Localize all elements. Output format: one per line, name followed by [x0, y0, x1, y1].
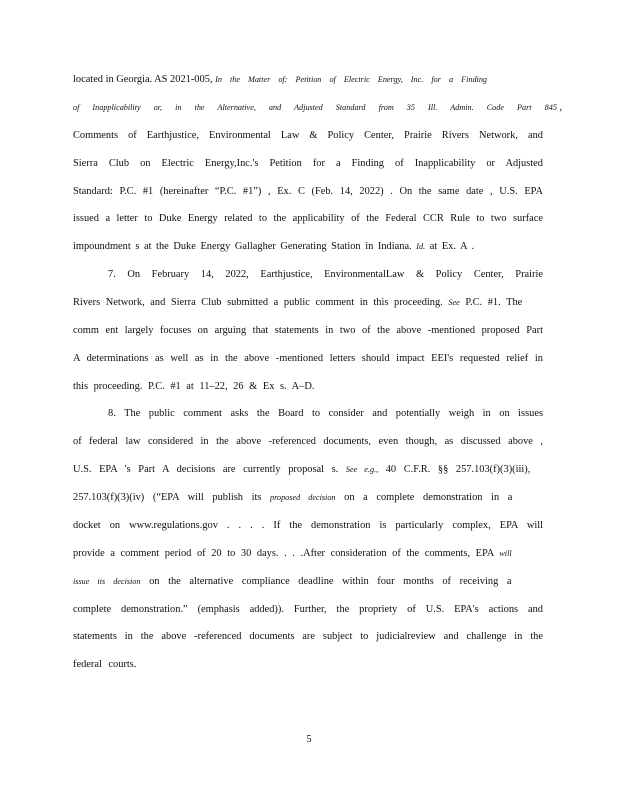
text-line: docket on www.regulations.gov . . . . If the demonstration is particularly complex, EPA will: [73, 520, 543, 531]
text-span: ,: [556, 102, 563, 113]
case-title-italic: of Inapplicability or, in the Alternative, and Adjusted Standard from 35 Ill. Admin. Code Part 845: [73, 103, 557, 112]
text-line: [73, 547, 543, 561]
text-span: at Ex. A .: [425, 241, 475, 252]
text-span: Rivers Network, and Sierra Club submitted a public comment in this proceeding.: [73, 297, 449, 308]
case-title-italic: In the Matter of: Petition of Electric Energy, Inc. for a Finding: [215, 75, 488, 84]
text-span: P.C. #1. The: [459, 297, 523, 308]
text-line: statements in the above -referenced documents are subject to judicialreview and challenge in the: [73, 631, 543, 642]
emphasis-italic: will: [499, 549, 512, 558]
text-span: 40 C.F.R. §§ 257.103(f)(3)(iii),: [378, 464, 531, 475]
text-span: impoundment s at the Duke Energy Gallagher Generating Station in Indiana.: [73, 241, 417, 252]
see-eg-signal-italic: See e.g.,: [345, 465, 379, 474]
text-line: this proceeding. P.C. #1 at 11–22, 26 & Ex s. A–D.: [73, 381, 315, 392]
text-span: 257.103(f)(3)(iv) (“EPA will publish its: [73, 492, 271, 503]
page-number: 5: [306, 734, 312, 745]
proposed-decision-italic: proposed decision: [270, 493, 336, 502]
text-line: [73, 240, 543, 254]
text-span: U.S. EPA 's Part A decisions are currently proposal s.: [73, 464, 346, 475]
text-span: on the alternative compliance deadline within four months of receiving a: [140, 576, 512, 587]
text-line: [73, 296, 543, 310]
text-line: [73, 101, 563, 115]
text-span: on a complete demonstration in a: [335, 492, 513, 503]
text-line: Standard: P.C. #1 (hereinafter “P.C. #1”) , Ex. C (Feb. 14, 2022) . On the same date , U.S. EPA: [73, 186, 543, 197]
text-line: A determinations as well as in the above -mentioned letters should impact EEI's requested relief in: [73, 353, 543, 364]
emphasis-italic: issue its decision: [73, 577, 141, 586]
text-line: of federal law considered in the above -referenced documents, even though, as discussed above ,: [73, 436, 543, 447]
text-line: complete demonstration.” (emphasis added)). Further, the propriety of U.S. EPA's actions and: [73, 604, 543, 615]
text-line: federal courts.: [73, 659, 137, 670]
text-span: located in Georgia. AS 2021-005,: [73, 74, 216, 85]
text-line: Comments of Earthjustice, Environmental Law & Policy Center, Prairie Rivers Network, and: [73, 130, 543, 141]
see-signal-italic: See: [448, 298, 460, 307]
text-span: provide a comment period of 20 to 30 days. . . .After consideration of the comments, EPA: [73, 548, 500, 559]
paragraph-8-start: 8. The public comment asks the Board to consider and potentially weigh in on issues: [108, 408, 543, 419]
id-citation-italic: Id.: [416, 242, 426, 251]
paragraph-7-start: 7. On February 14, 2022, Earthjustice, EnvironmentalLaw & Policy Center, Prairie: [108, 269, 543, 280]
text-line: [73, 463, 543, 477]
text-line: comm ent largely focuses on arguing that statements in two of the above -mentioned proposed Part: [73, 325, 543, 336]
text-line: Sierra Club on Electric Energy,Inc.'s Petition for a Finding of Inapplicability or Adjusted: [73, 158, 543, 169]
text-line: [73, 73, 543, 87]
text-line: [73, 575, 543, 589]
text-line: [73, 491, 543, 505]
text-line: issued a letter to Duke Energy related to the applicability of the Federal CCR Rule to two surface: [73, 213, 543, 224]
